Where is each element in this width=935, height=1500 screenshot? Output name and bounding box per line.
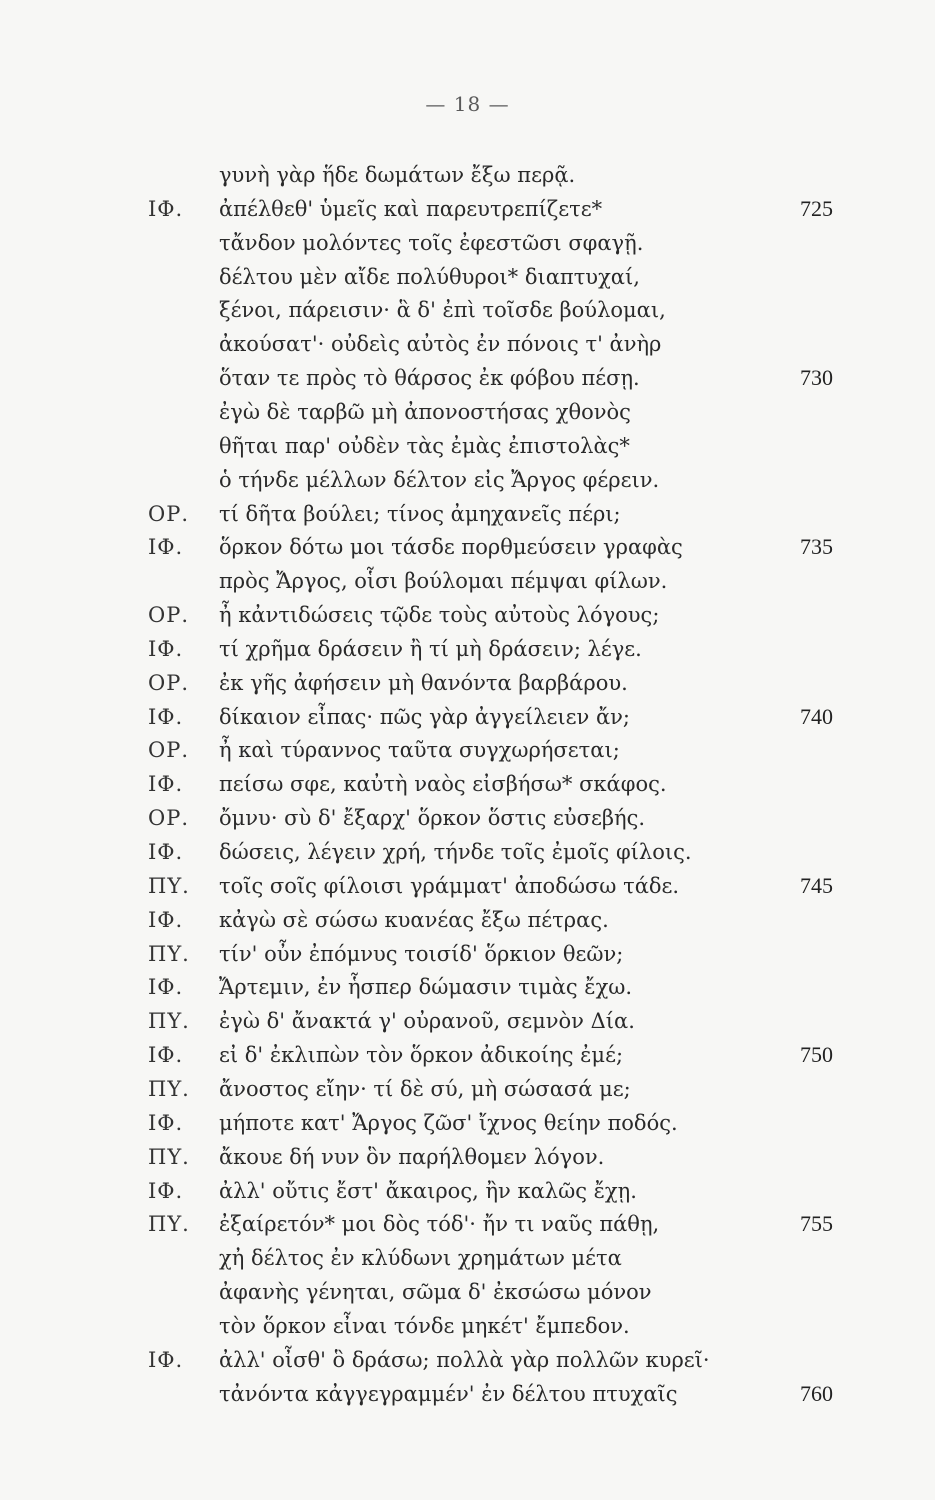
verse-text: τἀνόντα κἀγγεγραμμέν' ἐν δέλτου πτυχαῖς xyxy=(219,1381,678,1406)
verse-line xyxy=(0,192,935,226)
verse-text: ὅρκον δότω μοι τάσδε πορθμεύσειν γραφὰς xyxy=(219,535,683,560)
verse-line xyxy=(0,530,935,564)
verse-line xyxy=(0,429,935,463)
verse-text: τί χρῆμα δράσειν ἢ τί μὴ δράσειν; λέγε. xyxy=(219,636,642,661)
verse-text: ἦ κἀντιδώσεις τῷδε τοὺς αὐτοὺς λόγους; xyxy=(219,603,660,628)
verse-text: ἐγὼ δ' ἄνακτά γ' οὐρανοῦ, σεμνὸν Δία. xyxy=(219,1009,635,1034)
verse-text: τίν' οὖν ἐπόμνυς τοισίδ' ὅρκιον θεῶν; xyxy=(219,941,624,966)
verse-text: μήποτε κατ' Ἄργος ζῶσ' ἴχνος θείην ποδός. xyxy=(219,1110,678,1135)
verse-line xyxy=(0,395,935,429)
speaker-label: ΙΦ. xyxy=(148,636,184,661)
verse-line xyxy=(0,463,935,497)
verse-text: τί δῆτα βούλει; τίνος ἀμηχανεῖς πέρι; xyxy=(219,501,621,526)
speaker-label: ΙΦ. xyxy=(148,1347,184,1372)
verse-line xyxy=(0,1072,935,1106)
verse-line xyxy=(0,1309,935,1343)
verse-text: χἠ δέλτος ἐν κλύδωνι χρημάτων μέτα xyxy=(219,1246,622,1271)
verse-text: εἰ δ' ἐκλιπὼν τὸν ὅρκον ἀδικοίης ἐμέ; xyxy=(219,1043,624,1068)
speaker-label: ΙΦ. xyxy=(148,1110,184,1135)
speaker-label: ΠΥ. xyxy=(148,941,190,966)
verse-line xyxy=(0,937,935,971)
verse-text: ὅταν τε πρὸς τὸ θάρσος ἐκ φόβου πέσῃ. xyxy=(219,366,640,391)
line-number: 755 xyxy=(800,1211,833,1237)
line-number: 750 xyxy=(800,1042,833,1068)
verse-text: θῆται παρ' οὐδὲν τὰς ἐμὰς ἐπιστολὰς* xyxy=(219,433,630,458)
verse-line xyxy=(0,564,935,598)
verse-text: ἐγὼ δὲ ταρβῶ μὴ ἀπονοστήσας χθονὸς xyxy=(219,399,631,424)
verse-line xyxy=(0,1241,935,1275)
verse-line xyxy=(0,903,935,937)
verse-line xyxy=(0,970,935,1004)
speaker-label: ΙΦ. xyxy=(148,196,184,221)
verse-line xyxy=(0,598,935,632)
verse-text: τοῖς σοῖς φίλοισι γράμματ' ἀποδώσω τάδε. xyxy=(219,873,680,898)
speaker-label: ΙΦ. xyxy=(148,1178,184,1203)
speaker-label: ΙΦ. xyxy=(148,840,184,864)
line-number: 740 xyxy=(800,703,833,729)
speaker-label: ΙΦ. xyxy=(148,975,184,1000)
verse-line xyxy=(0,327,935,361)
verse-text: πρὸς Ἄργος, οἷσι βούλομαι πέμψαι φίλων. xyxy=(219,569,668,594)
verse-line xyxy=(0,1174,935,1208)
verse-line xyxy=(0,666,935,700)
verse-line xyxy=(0,1004,935,1038)
verse-line xyxy=(0,767,935,801)
verse-line xyxy=(0,1377,935,1411)
speaker-label: ΠΥ. xyxy=(148,1212,190,1237)
verse-text: Ἄρτεμιν, ἐν ἧσπερ δώμασιν τιμὰς ἔχω. xyxy=(219,975,633,1000)
verse-text: ἀπέλθεθ' ὑμεῖς καὶ παρευτρεπίζετε* xyxy=(219,196,603,221)
speaker-label: ΠΥ. xyxy=(148,1144,190,1169)
speaker-label: ΠΥ. xyxy=(148,1076,190,1101)
verse-line xyxy=(0,835,935,869)
verse-text: ἄνοστος εἴην· τί δὲ σύ, μὴ σώσασά με; xyxy=(219,1076,631,1101)
speaker-label: ΟΡ. xyxy=(148,738,190,763)
verse-text: κἀγὼ σὲ σώσω κυανέας ἔξω πέτρας. xyxy=(219,907,609,932)
verse-text: ἐκ γῆς ἀφήσειν μὴ θανόντα βαρβάρου. xyxy=(219,670,628,695)
verse-line xyxy=(0,632,935,666)
verse-text: δέλτου μὲν αἴδε πολύθυροι* διαπτυχαί, xyxy=(219,264,640,289)
verse-line xyxy=(0,226,935,260)
speaker-label: ΙΦ. xyxy=(148,772,184,797)
verse-text: ἀλλ' οὔτις ἔστ' ἄκαιρος, ἢν καλῶς ἔχῃ. xyxy=(219,1178,637,1203)
line-number: 745 xyxy=(800,872,833,898)
verse-line xyxy=(0,260,935,294)
verse-line xyxy=(0,1038,935,1072)
speaker-label: ΟΡ. xyxy=(148,501,190,526)
speaker-label: ΟΡ. xyxy=(148,670,190,695)
verse-text: ξένοι, πάρεισιν· ἃ δ' ἐπὶ τοῖσδε βούλομαι, xyxy=(219,298,666,323)
verse-line xyxy=(0,1140,935,1174)
verse-line xyxy=(0,497,935,531)
speaker-label: ΠΥ. xyxy=(148,873,190,898)
speaker-label: ΟΡ. xyxy=(148,603,190,628)
line-number: 730 xyxy=(800,365,833,391)
verse-text: ὄμνυ· σὺ δ' ἔξαρχ' ὅρκον ὅστις εὐσεβής. xyxy=(219,806,646,831)
verse-line xyxy=(0,361,935,395)
speaker-label: ΙΦ. xyxy=(148,1043,184,1068)
speaker-label: ΟΡ. xyxy=(148,806,190,831)
speaker-label: ΠΥ. xyxy=(148,1009,190,1034)
verse-line xyxy=(0,1343,935,1377)
speaker-label: ΙΦ. xyxy=(148,535,184,560)
verse-line xyxy=(0,1106,935,1140)
verse-text: τἄνδον μολόντες τοῖς ἐφεστῶσι σφαγῇ. xyxy=(219,230,644,255)
speaker-label: ΙΦ. xyxy=(148,907,184,932)
verse-text: δίκαιον εἶπας· πῶς γὰρ ἀγγείλειεν ἄν; xyxy=(219,704,630,729)
verse-text: ἐξαίρετόν* μοι δὸς τόδ'· ἤν τι ναῦς πάθῃ, xyxy=(219,1212,660,1237)
verse-line xyxy=(0,1207,935,1241)
verse-line xyxy=(0,700,935,734)
verse-line xyxy=(0,733,935,767)
verse-line xyxy=(0,158,935,192)
line-number: 735 xyxy=(800,534,833,560)
verse-text: δώσεις, λέγειν χρή, τήνδε τοῖς ἐμοῖς φίλοις. xyxy=(219,840,692,864)
verse-text: ἀκούσατ'· οὐδεὶς αὐτὸς ἐν πόνοις τ' ἀνὴρ xyxy=(219,332,662,357)
verse-text: τὸν ὅρκον εἶναι τόνδε μηκέτ' ἔμπεδον. xyxy=(219,1313,630,1338)
verse-text: ἀφανὴς γένηται, σῶμα δ' ἐκσώσω μόνον xyxy=(219,1280,652,1305)
verse-text: ὁ τήνδε μέλλων δέλτον εἰς Ἄργος φέρειν. xyxy=(219,467,660,492)
verse-text: πείσω σφε, καὐτὴ ναὸς εἰσβήσω* σκάφος. xyxy=(219,772,667,797)
verse-text: ἦ καὶ τύραννος ταῦτα συγχωρήσεται; xyxy=(219,738,620,763)
verse-line xyxy=(0,869,935,903)
page-number: — 18 — xyxy=(425,92,510,116)
verse-line xyxy=(0,293,935,327)
line-number: 760 xyxy=(800,1380,833,1406)
line-number: 725 xyxy=(800,195,833,221)
verse-text: ἄκουε δή νυν ὃν παρήλθομεν λόγον. xyxy=(219,1144,605,1169)
verse-text: ἀλλ' οἶσθ' ὃ δράσω; πολλὰ γὰρ πολλῶν κυρεῖ· xyxy=(219,1347,710,1372)
verse-text: γυνὴ γὰρ ἥδε δωμάτων ἔξω περᾷ. xyxy=(219,163,576,187)
speaker-label: ΙΦ. xyxy=(148,704,184,729)
verse-line xyxy=(0,1275,935,1309)
verse-line xyxy=(0,801,935,835)
